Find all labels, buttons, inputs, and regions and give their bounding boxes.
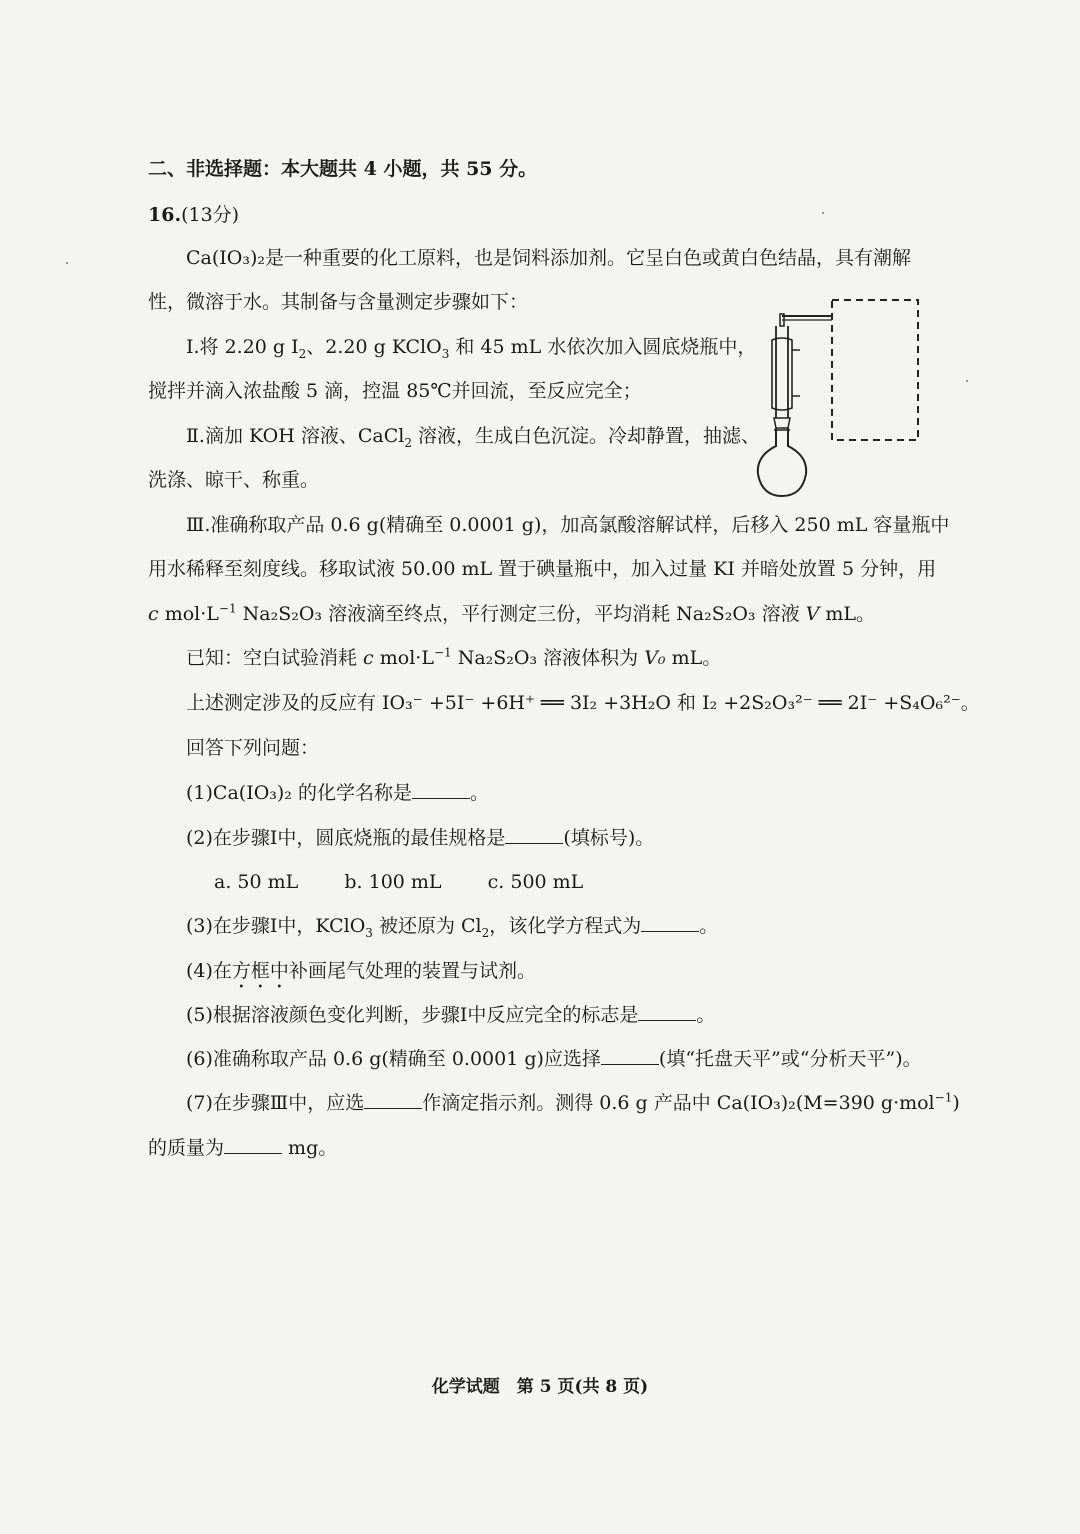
emphasis-box-text: 方框中 — [231, 960, 289, 982]
scan-speck — [822, 212, 824, 214]
known-line: 已知：空白试验消耗 c $mol\cdot L^{-1}$ Na₂S₂O₃ 溶液体积为 V₀ mL。 — [186, 645, 722, 669]
sub-question-6: (6)准确称取产品 0.6 g(精确至 0.0001 g)应选择 (填“托盘天平”或“分析天平”)。 — [186, 1048, 922, 1070]
intro-line-1: Ca(IO₃)₂是一种重要的化工原料，也是饲料添加剂。它呈白色或黄白色结晶，具有潮解 — [186, 247, 912, 269]
round-bottom-flask — [758, 428, 806, 496]
sub-question-1: (1)Ca(IO₃)₂ 的化学名称是 。 — [186, 782, 489, 804]
step3-line-3: c $mol\cdot L^{-1}$ Na₂S₂O₃ 溶液滴至终点，平行测定三份，平均消耗 Na₂S₂O₃ 溶液 V mL。 — [148, 601, 876, 625]
tail-gas-dashed-box — [832, 300, 918, 440]
question-points: (13分) — [181, 204, 240, 226]
answer-blank-6[interactable] — [601, 1046, 659, 1065]
intro-line-2: 性，微溶于水。其制备与含量测定步骤如下： — [148, 291, 529, 313]
sub-question-5: (5)根据溶液颜色变化判断，步骤Ⅰ中反应完全的标志是 。 — [186, 1004, 716, 1026]
formula-ca-io3-2: Ca(IO₃)₂ — [186, 247, 266, 269]
answer-blank-5[interactable] — [638, 1002, 696, 1021]
step1-line-2: 搅拌并滴入浓盐酸 5 滴，控温 85℃并回流，至反应完全； — [148, 380, 642, 402]
option-c: c. 500 mL — [487, 871, 584, 893]
option-b: b. 100 mL — [344, 871, 442, 893]
question-header — [148, 202, 239, 228]
sub-question-7-line-2: 的质量为 mg。 — [148, 1137, 338, 1159]
answer-prompt: 回答下列问题： — [186, 737, 320, 759]
scan-speck — [966, 380, 968, 382]
scan-speck — [66, 262, 68, 264]
step3-line-2: 用水稀释至刻度线。移取试液 50.00 mL 置于碘量瓶中，加入过量 KI 并暗处放置 5 分钟，用 — [148, 558, 937, 580]
step2-line-1: Ⅱ.滴加 KOH 溶液、CaCl$_2$ 溶液，生成白色沉淀。冷却静置，抽滤、 — [186, 425, 761, 450]
step3-line-1: Ⅲ.准确称取产品 0.6 g(精确至 0.0001 g)，加高氯酸溶解试样，后移入 250 mL 容量瓶中 — [186, 514, 950, 536]
page-footer: 化学试题 第 5 页(共 8 页) — [431, 1377, 649, 1397]
reflux-apparatus-figure — [748, 296, 928, 500]
section-header: 二、非选择题：本大题共 4 小题，共 55 分。 — [148, 158, 538, 180]
option-a: a. 50 mL — [214, 871, 299, 893]
question-number: 16. — [148, 204, 182, 226]
reaction-1: IO₃⁻ +5I⁻ +6H⁺ ══ 3I₂ +3H₂O — [382, 692, 671, 714]
answer-blank-3[interactable] — [641, 913, 699, 932]
sub-question-7: (7)在步骤Ⅲ中，应选 作滴定指示剂。测得 0.6 g 产品中 Ca(IO₃)₂(M=390 g·mol$^{-1}$) — [186, 1090, 960, 1114]
reflux-condenser — [776, 326, 788, 418]
answer-blank-1[interactable] — [412, 780, 470, 799]
step1-line-1: Ⅰ.将 2.20 g $I_2$、2.20 g KClO$_3$ 和 45 mL 水依次加入圆底烧瓶中， — [186, 336, 757, 361]
options-line — [214, 869, 583, 895]
sub-question-3: (3)在步骤Ⅰ中，KClO$_3$ 被还原为 $Cl_2$，该化学方程式为 。 — [186, 915, 719, 940]
sub-question-4: (4)在方框中补画尾气处理的装置与试剂。 — [186, 960, 536, 982]
answer-blank-2[interactable] — [505, 825, 563, 844]
sub-question-2: (2)在步骤Ⅰ中，圆底烧瓶的最佳规格是 (填标号)。 — [186, 827, 655, 849]
reaction-line: 上述测定涉及的反应有 IO₃⁻ +5I⁻ +6H⁺ ══ 3I₂ +3H₂O 和 I₂ +2S₂O₃²⁻ ══ 2I⁻ +S₄O₆²⁻。 — [186, 692, 980, 714]
answer-blank-7b[interactable] — [224, 1135, 282, 1154]
step2-line-2: 洗涤、晾干、称重。 — [148, 469, 320, 491]
answer-blank-7a[interactable] — [364, 1090, 422, 1109]
reaction-2: I₂ +2S₂O₃²⁻ ══ 2I⁻ +S₄O₆²⁻ — [702, 692, 961, 714]
